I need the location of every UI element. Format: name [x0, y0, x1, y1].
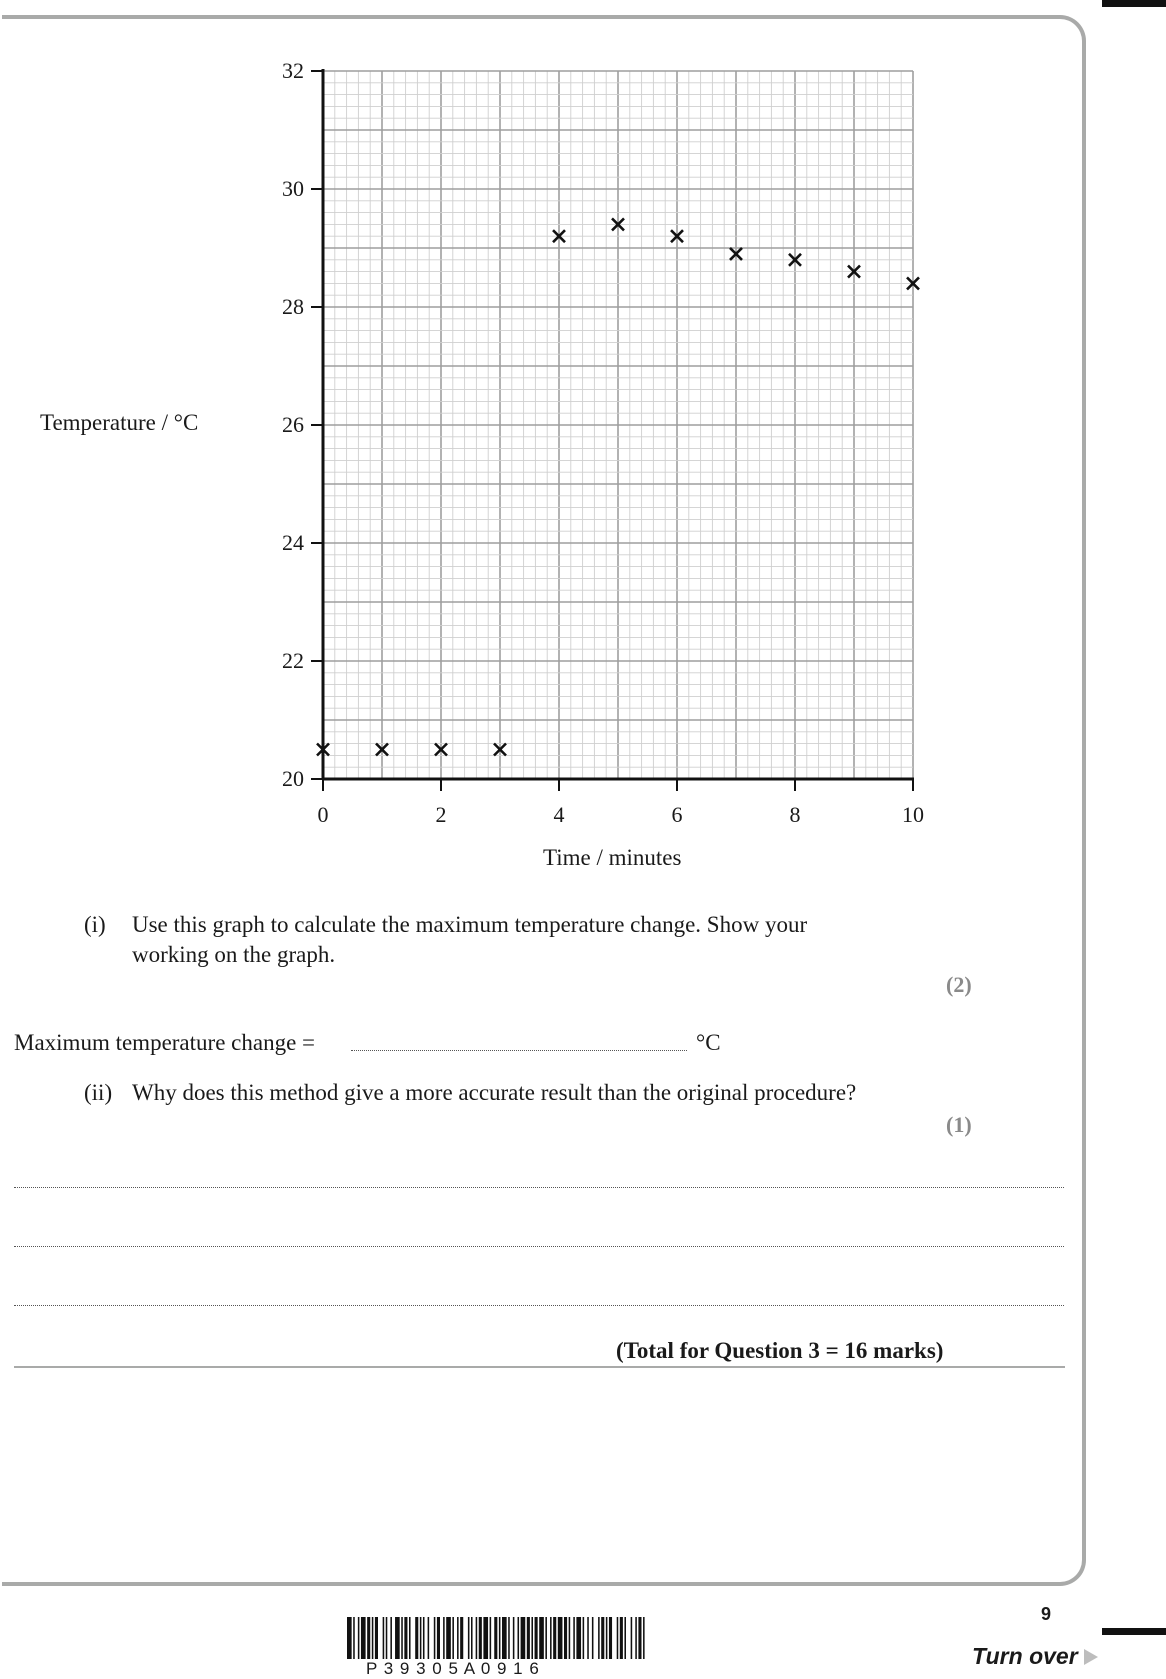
barcode-bar — [527, 1617, 530, 1659]
barcode-bar — [390, 1617, 392, 1659]
barcode-bar — [539, 1617, 544, 1659]
barcode — [347, 1617, 771, 1659]
barcode-bar — [367, 1617, 370, 1659]
answer-unit: °C — [696, 1030, 721, 1055]
question-i-text-line2: working on the graph. — [132, 942, 336, 967]
barcode-bar — [420, 1617, 422, 1659]
x-tick-label: 10 — [902, 802, 924, 827]
barcode-bar — [573, 1617, 575, 1659]
question-i-marks: (2) — [946, 972, 972, 997]
x-tick-label: 0 — [317, 802, 329, 827]
answer-label: Maximum temperature change = — [14, 1030, 315, 1055]
barcode-bar — [471, 1617, 473, 1659]
barcode-bar — [513, 1617, 515, 1659]
barcode-bar — [550, 1617, 552, 1659]
total-divider — [14, 1366, 1065, 1368]
barcode-bar — [531, 1617, 533, 1659]
y-tick-label: 24 — [282, 530, 304, 555]
barcode-bar — [404, 1617, 407, 1659]
page-number: 9 — [1041, 1604, 1052, 1624]
x-tick-label: 6 — [671, 802, 683, 827]
barcode-bar — [564, 1617, 567, 1659]
y-tick-label: 28 — [282, 294, 304, 319]
barcode-bar — [446, 1617, 451, 1659]
barcode-bar — [361, 1617, 366, 1659]
barcode-bar — [592, 1617, 594, 1659]
barcode-bar — [401, 1617, 403, 1659]
barcode-bar — [635, 1617, 637, 1659]
barcode-bar — [617, 1617, 619, 1659]
barcode-bar — [545, 1617, 547, 1659]
barcode-bar — [638, 1617, 641, 1659]
question-ii-marks: (1) — [946, 1112, 972, 1137]
barcode-bar — [375, 1617, 378, 1659]
barcode-bar — [583, 1617, 585, 1659]
barcode-bar — [434, 1617, 436, 1659]
barcode-bar — [598, 1617, 600, 1659]
barcode-bar — [494, 1617, 497, 1659]
y-tick-label: 22 — [282, 648, 304, 673]
barcode-bar — [386, 1617, 388, 1659]
question-i-number: (i) — [84, 912, 106, 937]
y-axis-label: Temperature / °C — [40, 410, 199, 435]
barcode-bar — [587, 1617, 589, 1659]
answer-line-1[interactable] — [14, 1187, 1064, 1188]
barcode-bar — [508, 1617, 510, 1659]
barcode-bar — [428, 1617, 430, 1659]
barcode-bar — [624, 1617, 626, 1659]
answer-line[interactable] — [351, 1050, 687, 1051]
barcode-bar — [372, 1617, 374, 1659]
answer-line-2[interactable] — [14, 1246, 1064, 1247]
answer-line-3[interactable] — [14, 1305, 1064, 1306]
barcode-bar — [395, 1617, 400, 1659]
barcode-bar — [490, 1617, 492, 1659]
barcode-bar — [518, 1617, 520, 1659]
barcode-bar — [576, 1617, 581, 1659]
barcode-bar — [437, 1617, 440, 1659]
turn-over-label: Turn over — [972, 1643, 1078, 1669]
barcode-bar — [643, 1617, 645, 1659]
x-axis-label: Time / minutes — [543, 845, 682, 870]
barcode-bar — [631, 1617, 633, 1659]
barcode-bar — [553, 1617, 556, 1659]
y-tick-label: 32 — [282, 58, 304, 83]
barcode-text: P 3 9 3 0 5 A 0 9 1 6 — [366, 1659, 540, 1678]
question-i-text-line1: Use this graph to calculate the maximum temperature change. Show your — [132, 912, 808, 937]
barcode-bar — [499, 1617, 501, 1659]
barcode-bar — [443, 1617, 445, 1659]
question-total: (Total for Question 3 = 16 marks) — [616, 1338, 944, 1363]
x-tick-label: 8 — [789, 802, 801, 827]
barcode-bar — [521, 1617, 526, 1659]
barcode-bar — [358, 1617, 360, 1659]
barcode-bar — [606, 1617, 608, 1659]
x-tick-label: 4 — [553, 802, 565, 827]
barcode-bar — [483, 1617, 488, 1659]
corner-mark-bottom — [1102, 1628, 1166, 1635]
barcode-bar — [409, 1617, 411, 1659]
barcode-bar — [423, 1617, 425, 1659]
y-tick-label: 26 — [282, 412, 304, 437]
barcode-bar — [353, 1617, 355, 1659]
barcode-bar — [601, 1617, 604, 1659]
barcode-bar — [558, 1617, 563, 1659]
barcode-bar — [468, 1617, 470, 1659]
barcode-bar — [609, 1617, 612, 1659]
turn-over-arrow-icon — [1083, 1648, 1101, 1666]
barcode-bar — [383, 1617, 385, 1659]
barcode-bar — [569, 1617, 571, 1659]
x-tick-label: 2 — [435, 802, 447, 827]
barcode-bar — [457, 1617, 459, 1659]
barcode-bar — [415, 1617, 418, 1659]
barcode-bar — [347, 1617, 352, 1659]
barcode-bar — [620, 1617, 623, 1659]
barcode-bar — [535, 1617, 538, 1659]
barcode-bar — [502, 1617, 507, 1659]
question-ii-text: Why does this method give a more accurate result than the original procedure? — [132, 1080, 857, 1105]
barcode-bar — [479, 1617, 482, 1659]
y-tick-label: 30 — [282, 176, 304, 201]
barcode-bar — [476, 1617, 478, 1659]
question-ii-number: (ii) — [84, 1080, 113, 1105]
barcode-bar — [460, 1617, 463, 1659]
barcode-bar — [452, 1617, 454, 1659]
y-tick-label: 20 — [282, 766, 304, 791]
